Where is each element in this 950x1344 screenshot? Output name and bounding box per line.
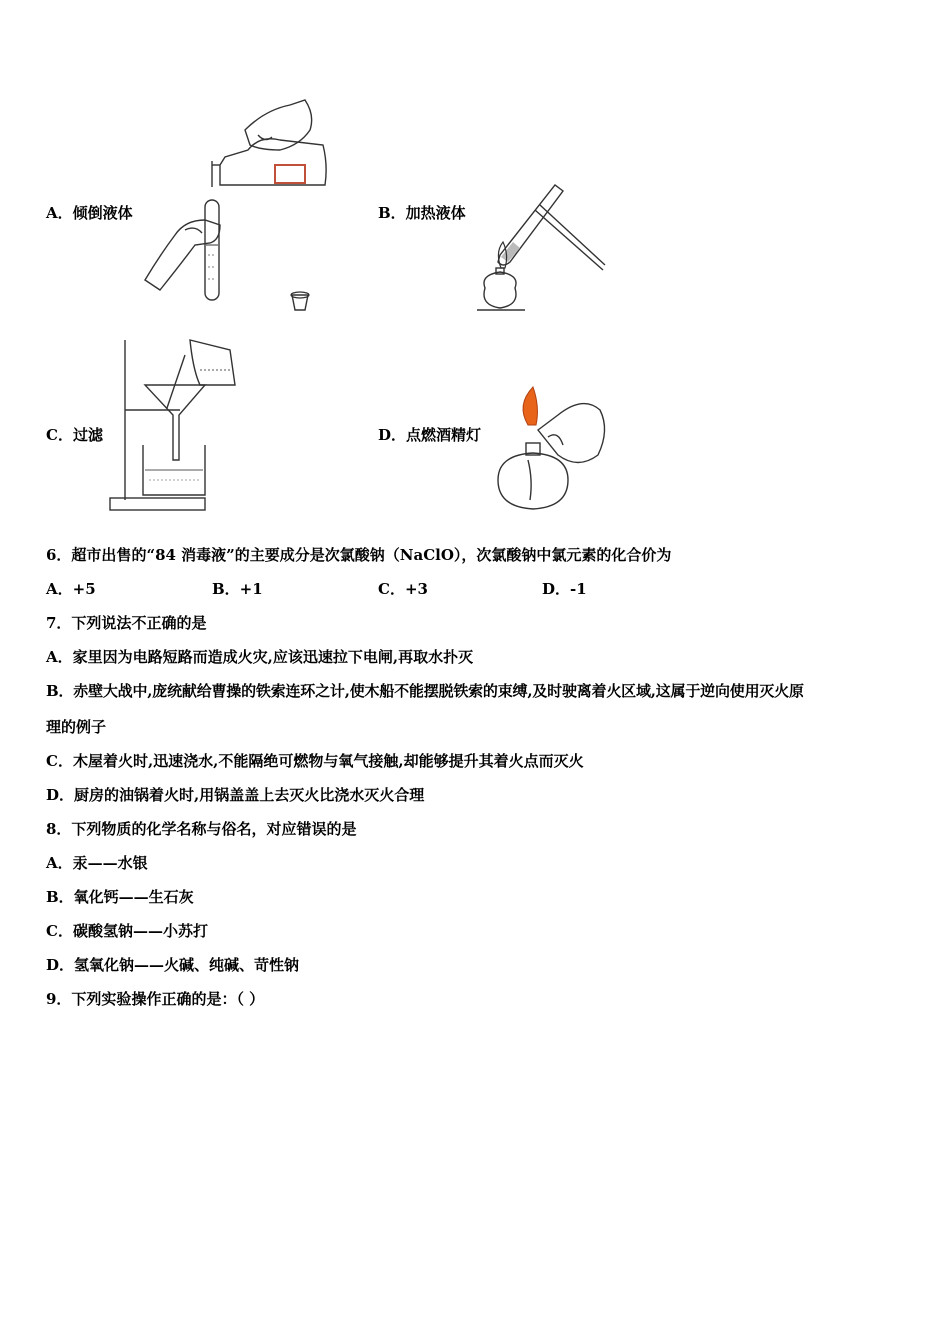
figure-heating-liquid [465, 180, 610, 320]
q8-option-b: B．氧化钙——生石灰 [46, 888, 194, 906]
q8-option-a: A．汞——水银 [46, 854, 148, 872]
q7-option-a: A．家里因为电路短路而造成火灾,应该迅速拉下电闸,再取水扑灭 [46, 648, 474, 666]
q8-stem: 8．下列物质的化学名称与俗名，对应错误的是 [46, 820, 357, 838]
q9-stem: 9．下列实验操作正确的是：（ ） [46, 990, 265, 1008]
q6-option-c: C．+3 [378, 580, 428, 598]
q7-option-d: D．厨房的油锅着火时,用锅盖盖上去灭火比浇水灭火合理 [46, 786, 425, 804]
q6-option-a: A．+5 [46, 580, 96, 598]
q6-stem: 6．超市出售的“84 消毒液”的主要成分是次氯酸钠（NaClO），次氯酸钠中氯元素的化合价为 [46, 546, 672, 564]
q5-option-a: A．倾倒液体 [46, 204, 133, 222]
q7-option-b-line2: 理的例子 [46, 718, 107, 736]
q6-option-d: D．-1 [542, 580, 587, 598]
q8-option-c: C．碳酸氢钠——小苏打 [46, 922, 208, 940]
q6-option-b: B．+1 [212, 580, 263, 598]
figure-pouring-liquid [140, 95, 340, 320]
q7-stem: 7．下列说法不正确的是 [46, 614, 207, 632]
q7-option-b-line1: B．赤壁大战中,庞统献给曹操的铁索连环之计,使木船不能摆脱铁索的束缚,及时驶离着火区域,这属于逆向使用灭火原 [46, 682, 804, 700]
q5-option-d: D．点燃酒精灯 [378, 426, 482, 444]
q7-option-c: C．木屋着火时,迅速浇水,不能隔绝可燃物与氧气接触,却能够提升其着火点而灭火 [46, 752, 584, 770]
q8-option-d: D．氢氧化钠——火碱、纯碱、苛性钠 [46, 956, 300, 974]
figure-filtration [105, 330, 250, 515]
figure-lighting-lamp [488, 385, 613, 515]
q5-option-b: B．加热液体 [378, 204, 466, 222]
q5-option-c: C．过滤 [46, 426, 103, 444]
